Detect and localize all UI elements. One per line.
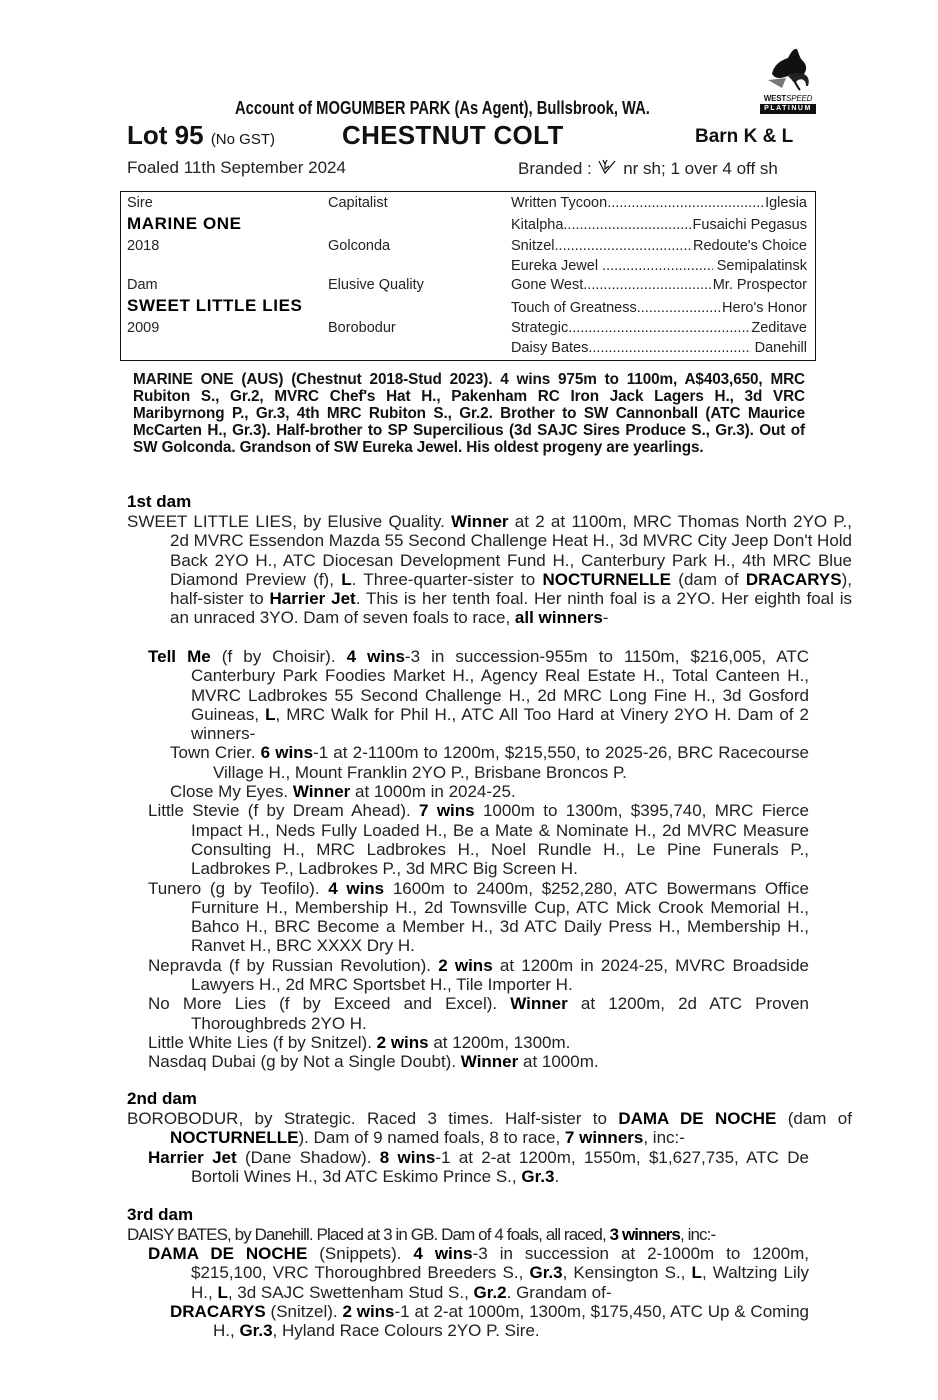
bold-run: 2 wins — [438, 955, 493, 975]
bold-run: NOCTURNELLE — [170, 1128, 299, 1148]
dam-year: 2009 — [127, 320, 160, 336]
bold-run: Harrier Jet — [269, 589, 356, 609]
bold-run: DRACARYS — [745, 569, 842, 589]
branded-label: Branded : — [518, 159, 592, 178]
bold-run: 7 winners — [564, 1128, 644, 1148]
progeny-entry: Nasdaq Dubai (g by Not a Single Doubt). Winner at 1000m. — [148, 1052, 599, 1072]
progeny-entry: No More Lies (f by Exceed and Excel). Winner at 1200m, 2d ATC Proven Thoroughbreds 2YO H. — [148, 994, 809, 1033]
ancestor-sire: Redoute's Choice — [692, 238, 807, 254]
bold-run: L — [341, 569, 352, 589]
sire-sire: Capitalist — [328, 195, 388, 211]
branded-detail: nr sh; 1 over 4 off sh — [623, 159, 778, 178]
ancestor: Daisy Bates — [511, 340, 589, 356]
bold-run: Harrier Jet — [148, 1148, 237, 1167]
first-dam-heading: 1st dam — [127, 492, 192, 511]
bold-run: L — [265, 704, 276, 724]
branded-info — [518, 158, 778, 179]
progeny-entry: Little White Lies (f by Snitzel). 2 wins at 1200m, 1300m. — [148, 1032, 571, 1052]
pedigree-row — [511, 277, 807, 293]
gst-note: (No GST) — [210, 131, 275, 148]
pedigree-row — [511, 195, 807, 211]
bold-run: Winner — [460, 1052, 519, 1072]
ancestor-sire: Zeditave — [751, 320, 807, 336]
ancestor: Snitzel — [511, 238, 555, 254]
pedigree-row — [511, 217, 807, 233]
progeny-entry: Tell Me (f by Choisir). 4 wins-3 in succession-955m to 1150m, $216,005, ATC Canterbury Park Foodies Market H., Agency Real Estate H., Total Canteen H., MVRC Ladbrokes 55 Second Challenge H., 2d MRC Long Fine H., 3d Gosford Guineas, L, MRC Walk for Phil H., ATC All Too Hard at Vinery 2YO H. Dam of 2 winners- — [148, 647, 809, 744]
brand-mark-icon — [596, 158, 618, 176]
vendor-account: Account of MOGUMBER PARK (As Agent), Bullsbrook, WA. — [235, 98, 650, 118]
lot-label: Lot 95 — [127, 120, 204, 150]
bold-run: L — [691, 1263, 702, 1283]
sire-year: 2018 — [127, 238, 160, 254]
logo-badge: PLATINUM — [760, 104, 816, 114]
bold-run: 4 wins — [346, 647, 405, 666]
pedigree-row — [511, 320, 807, 336]
progeny-entry: Nepravda (f by Russian Revolution). 2 wins at 1200m in 2024-25, MVRC Broadside Lawyers H., 2d MRC Sportsbet H., Tile Importer H. — [148, 955, 809, 995]
third-dam-heading: 3rd dam — [127, 1205, 194, 1224]
colour-sex: CHESTNUT COLT — [342, 120, 564, 150]
pedigree-row — [511, 258, 807, 274]
bold-run: Winner — [510, 994, 568, 1014]
second-dam-paragraph: BOROBODUR, by Strategic. Raced 3 times. Half-sister to DAMA DE NOCHE (dam of NOCTURNELLE). Dam of 9 named foals, 8 to race, 7 winners, inc:- — [127, 1109, 852, 1148]
ancestor-sire: Mr. Prospector — [712, 277, 807, 293]
dam-dam: Borobodur — [328, 320, 396, 336]
bold-run: 4 wins — [328, 878, 385, 898]
bold-run: 6 wins — [260, 743, 314, 763]
logo-wordmark: WESTSPEED — [763, 94, 813, 103]
ancestor-sire: Hero's Honor — [722, 300, 807, 316]
dam-sire: Elusive Quality — [328, 277, 424, 293]
bold-run: Winner — [292, 782, 351, 802]
sire-label: Sire — [127, 195, 153, 211]
bold-run: 3 winners — [609, 1225, 680, 1244]
progeny-entry: Little Stevie (f by Dream Ahead). 7 wins 1000m to 1300m, $395,740, MRC Fierce Impact H., Neds Fully Loaded H., Be a Mate & Nominate H., 2d MVRC Measure Consulting H., MRC Ladbrokes H., Noel Rundle H., Le Pine Funerals P., Ladbrokes P., Ladbrokes P., 3d MRC Big Screen H. — [148, 801, 809, 879]
sire-dam: Golconda — [328, 238, 391, 254]
pedigree-row — [511, 238, 807, 254]
ancestor-sire: Fusaichi Pegasus — [692, 217, 807, 233]
third-dam-paragraph: DAISY BATES, by Danehill. Placed at 3 in GB. Dam of 4 foals, all raced, 3 winners, inc:- — [127, 1225, 716, 1244]
bold-run: all winners — [514, 608, 603, 628]
dam-name: SWEET LITTLE LIES — [127, 296, 303, 315]
ancestor: Written Tycoon — [511, 195, 608, 211]
foaled-date: Foaled 11th September 2024 — [127, 158, 346, 177]
progeny-list — [148, 1244, 809, 1340]
bold-run: NOCTURNELLE — [542, 569, 671, 589]
progeny-list — [148, 1148, 809, 1187]
dam-label: Dam — [127, 277, 158, 293]
bold-run: DAMA DE NOCHE — [148, 1244, 308, 1263]
progeny-entry: Harrier Jet (Dane Shadow). 8 wins-1 at 2-at 1200m, 1550m, $1,627,735, ATC De Bortoli Wines H., 3d ATC Eskimo Prince S., Gr.3. — [148, 1148, 809, 1187]
first-dam-paragraph: SWEET LITTLE LIES, by Elusive Quality. Winner at 2 at 1100m, MRC Thomas North 2YO P., 2d MVRC Essendon Mazda 55 Second Challenge Heat H., 3d MVRC City Jeep Don't Hold Back 2YO H., ATC Diocesan Development Fund H., Canterbury Park H., 4th MRC Blue Diamond Preview (f), L. Three-quarter-sister to NOCTURNELLE (dam of DRACARYS), half-sister to Harrier Jet. This is her tenth foal. Her ninth foal is a 2YO. Her eighth foal is an unraced 3YO. Dam of seven foals to race, all winners- — [127, 512, 853, 628]
progeny-entry: DRACARYS (Snitzel). 2 wins-1 at 2-at 1000m, 1300m, $175,450, ATC Up & Coming H., Gr.3, Hyland Race Colours 2YO P. Sire. — [170, 1301, 809, 1341]
bold-run: DRACARYS — [170, 1301, 266, 1321]
bold-run: Gr.2 — [473, 1282, 507, 1302]
ancestor: Touch of Greatness — [511, 300, 637, 316]
bold-run: DAMA DE NOCHE — [618, 1109, 777, 1128]
ancestor-sire: Danehill — [754, 340, 807, 356]
westspeed-platinum-logo — [758, 46, 818, 116]
progeny-entry: Town Crier. 6 wins-1 at 2-1100m to 1200m, $215,550, to 2025-26, BRC Racecourse Village H., Mount Franklin 2YO P., Brisbane Broncos P. — [170, 743, 809, 782]
bold-run: Gr.3 — [239, 1321, 273, 1341]
bold-run: 2 wins — [342, 1301, 395, 1321]
bold-run: Tell Me — [148, 647, 211, 666]
bold-run: 4 wins — [413, 1244, 473, 1263]
ancestor-sire: Iglesia — [765, 195, 807, 211]
progeny-entry: Tunero (g by Teofilo). 4 wins 1600m to 2400m, $252,280, ATC Bowermans Office Furniture H., Membership H., 2d Townsville Cup, ATC Mick Crook Memorial H., Bahco H., BRC Become a Member H., 3d ATC Daily Press H., Membership H., Ranvet H., BRC XXXX Dry H. — [148, 878, 809, 956]
bold-run: 2 wins — [376, 1032, 429, 1052]
bold-run: 7 wins — [419, 801, 475, 821]
bold-run: Gr.3 — [521, 1167, 555, 1187]
second-dam-heading: 2nd dam — [127, 1089, 197, 1108]
bold-run: Winner — [451, 512, 509, 531]
progeny-entry: DAMA DE NOCHE (Snippets). 4 wins-3 in succession at 2-1000m to 1200m, $215,100, VRC Thoroughbred Breeders S., Gr.3, Kensington S., L, Waltzing Lily H., L, 3d SAJC Swettenham Stud S., Gr.2. Grandam of- — [148, 1244, 809, 1302]
sire-summary: MARINE ONE (AUS) (Chestnut 2018-Stud 2023). 4 wins 975m to 1100m, A$403,650, MRC Rubiton S., Gr.2, MVRC Chef's Hat H., Pakenham RC Iron Jack Lagers H., 3d VRC Maribyrnong P., Gr.3, 4th MRC Rubiton S., Gr.2. Brother to SW Cannonball (ATC Maurice McCarten H., Gr.3). Half-brother to SP Supercilious (3d SAJC Sires Produce S., Gr.3). Out of SW Golconda. Grandson of SW Eureka Jewel. His oldest progeny are yearlings. — [133, 371, 805, 456]
barn-location: Barn K & L — [695, 126, 794, 147]
pedigree-row — [511, 300, 807, 316]
ancestor: Strategic — [511, 320, 569, 336]
ancestor: Eureka Jewel — [511, 258, 599, 274]
progeny-entry: Close My Eyes. Winner at 1000m in 2024-25. — [170, 782, 516, 802]
ancestor-sire: Semipalatinsk — [716, 258, 807, 274]
pedigree-row — [511, 340, 807, 356]
pedigree-table — [120, 191, 816, 361]
bold-run: Gr.3 — [529, 1263, 563, 1283]
westspeed-horse-logo-icon — [758, 46, 818, 94]
bold-run: 8 wins — [379, 1148, 436, 1167]
lot-number — [127, 120, 275, 151]
ancestor: Kitalpha — [511, 217, 564, 233]
sire-name: MARINE ONE — [127, 214, 242, 233]
bold-run: L — [217, 1282, 228, 1302]
ancestor: Gone West — [511, 277, 584, 293]
progeny-list — [148, 647, 809, 1072]
